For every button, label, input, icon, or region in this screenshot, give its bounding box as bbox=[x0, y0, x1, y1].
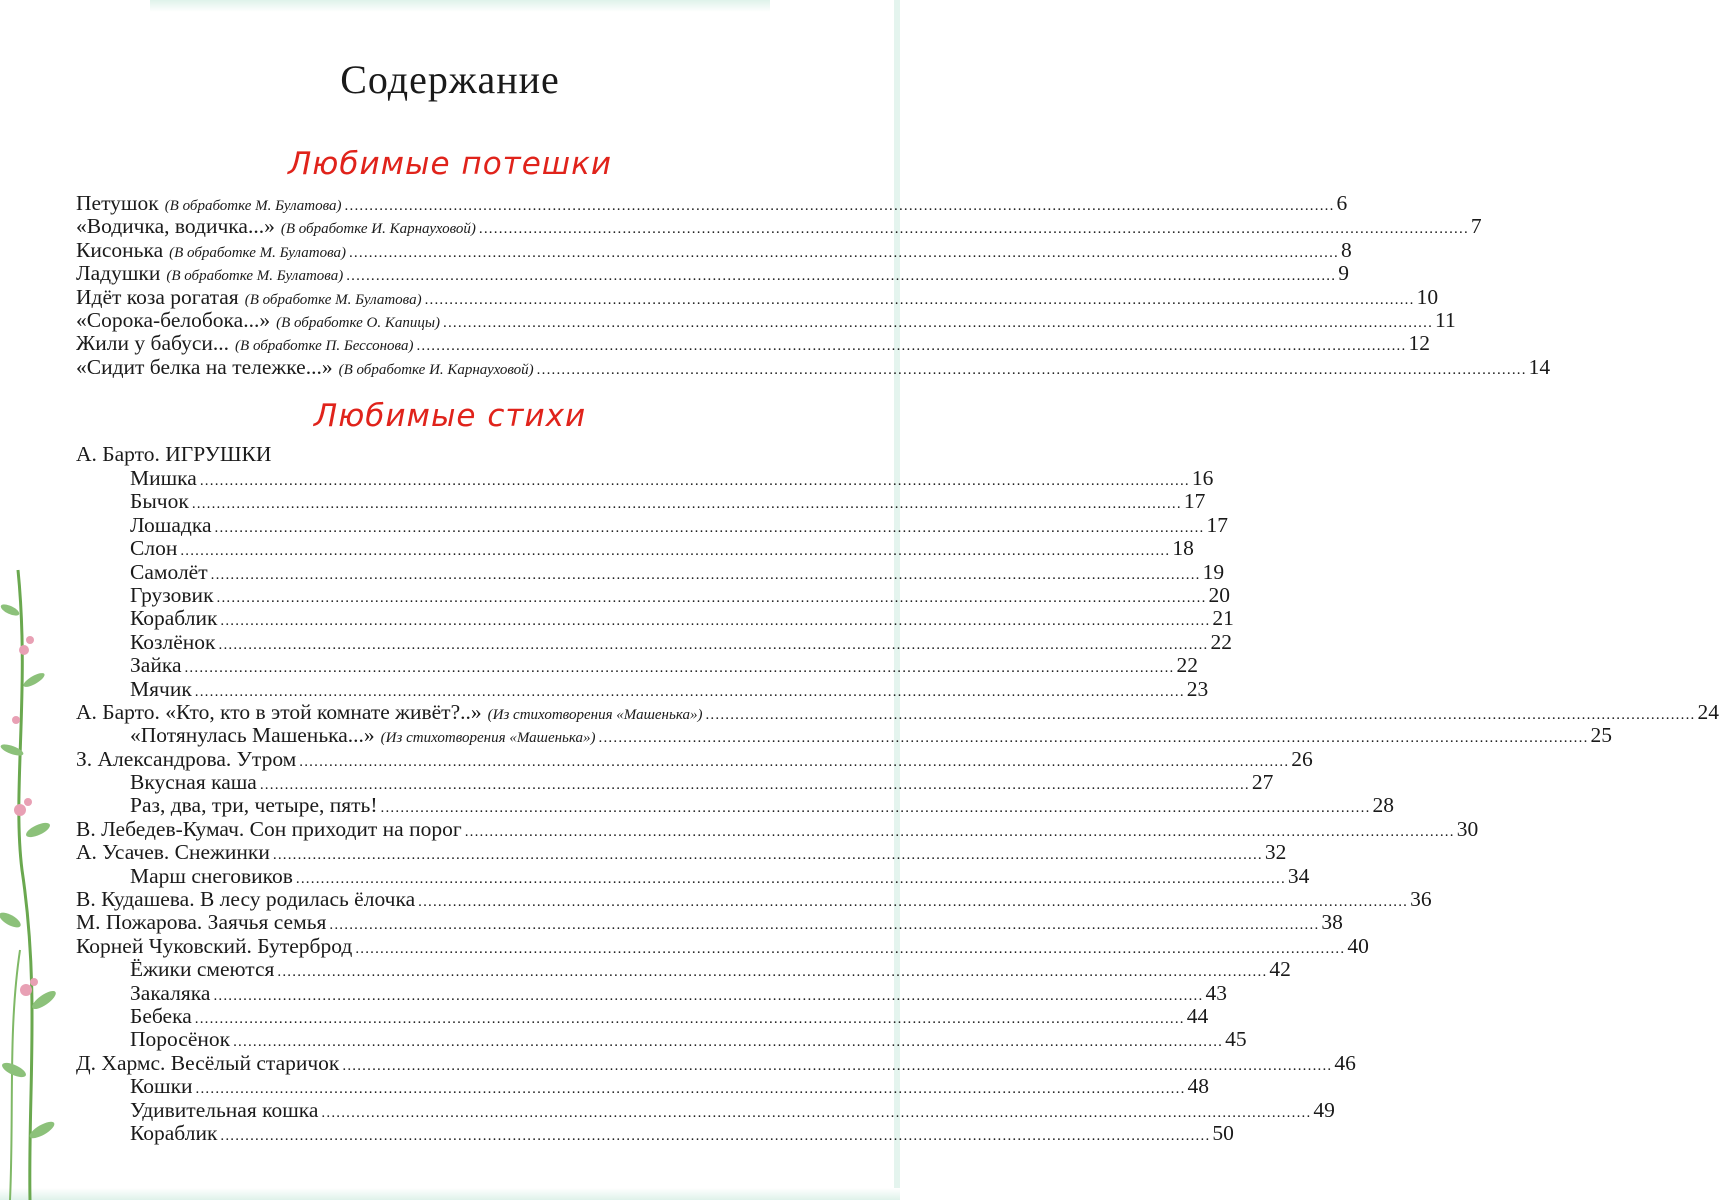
dot-leader: ........................................................................................................................................................................................................ bbox=[705, 706, 1696, 723]
dot-leader: ........................................................................................................................................................................................................ bbox=[299, 753, 1290, 770]
toc-entry-note: (В обработке М. Булатова) bbox=[244, 291, 422, 308]
toc-entry-title: А. Усачев. Снежинки bbox=[76, 840, 270, 865]
toc-entry bbox=[0, 582, 1231, 607]
toc-entry-page-number: 26 bbox=[1291, 746, 1313, 771]
toc-entry-title: В. Кудашева. В лесу родилась ёлочка bbox=[76, 887, 416, 912]
toc-entry bbox=[0, 957, 1291, 982]
toc-entry-page-number: 8 bbox=[1340, 237, 1352, 262]
toc-entry-note: (В обработке О. Капицы) bbox=[276, 314, 441, 331]
toc-entry bbox=[0, 1097, 1335, 1122]
dot-leader: ........................................................................................................................................................................................................ bbox=[344, 198, 1335, 214]
toc-entry bbox=[0, 933, 1369, 958]
toc-entry-page-number: 21 bbox=[1212, 606, 1234, 631]
dot-leader: ........................................................................................................................................................................................................ bbox=[259, 777, 1250, 794]
toc-entry-title: Кисонька bbox=[76, 237, 164, 262]
toc-entry-page-number: 17 bbox=[1183, 489, 1206, 514]
toc-list-nursery-rhymes bbox=[0, 191, 1551, 379]
toc-list-poems bbox=[0, 442, 1719, 1145]
toc-entry-page-number: 23 bbox=[1186, 676, 1209, 701]
toc-entry-title: М. Пожарова. Заячья семья bbox=[76, 910, 327, 935]
toc-entry-title: Лошадка bbox=[130, 512, 212, 537]
toc-entry bbox=[0, 1050, 1356, 1075]
toc-entry-page-number: 11 bbox=[1435, 307, 1456, 332]
toc-entry bbox=[0, 331, 1430, 356]
toc-entry-page-number: 6 bbox=[1336, 191, 1348, 215]
toc-entry bbox=[0, 1003, 1209, 1028]
toc-entry-page-number: 45 bbox=[1225, 1027, 1247, 1052]
toc-entry-title: «Сидит белка на тележке...» bbox=[76, 354, 333, 379]
toc-entry-title: Кораблик bbox=[130, 606, 218, 631]
dot-leader: ........................................................................................................................................................................................................ bbox=[443, 314, 1434, 331]
toc-entry bbox=[0, 887, 1432, 912]
toc-entry-page-number: 22 bbox=[1176, 653, 1198, 678]
toc-entry-title: Д. Хармс. Весёлый старичок bbox=[76, 1050, 340, 1075]
dot-leader: ........................................................................................................................................................................................................ bbox=[191, 496, 1182, 513]
toc-entry-title: Марш снеговиков bbox=[130, 863, 293, 888]
dot-leader: ........................................................................................................................................................................................................ bbox=[329, 917, 1320, 934]
toc-entry-title: Зайка bbox=[130, 653, 182, 678]
toc-entry bbox=[0, 536, 1194, 561]
toc-entry-page-number: 46 bbox=[1334, 1050, 1356, 1075]
toc-entry-page-number: 18 bbox=[1172, 536, 1194, 561]
toc-entry bbox=[0, 629, 1232, 654]
dot-leader: ........................................................................................................................................................................................................ bbox=[216, 589, 1207, 606]
dot-leader: ........................................................................................................................................................................................................ bbox=[180, 543, 1171, 560]
toc-entry-page-number: 10 bbox=[1416, 284, 1439, 309]
dot-leader: ........................................................................................................................................................................................................ bbox=[342, 1057, 1333, 1074]
toc-entry-note: (В обработке П. Бессонова) bbox=[235, 338, 414, 355]
page-frame-top bbox=[150, 0, 770, 12]
toc-entry bbox=[0, 793, 1395, 818]
section-title-poems: Любимые стихи bbox=[313, 398, 587, 434]
toc-entry-page-number: 22 bbox=[1210, 629, 1232, 654]
toc-entry-title: Мишка bbox=[130, 466, 197, 490]
toc-entry-title: Самолёт bbox=[130, 559, 208, 584]
toc-entry-page-number: 28 bbox=[1372, 793, 1395, 818]
toc-entry-page-number: 14 bbox=[1528, 354, 1551, 379]
toc-entry-page-number: 43 bbox=[1205, 980, 1227, 1005]
dot-leader: ........................................................................................................................................................................................................ bbox=[598, 730, 1589, 747]
toc-entry bbox=[0, 466, 1214, 490]
toc-entry bbox=[0, 261, 1349, 286]
toc-entry-page-number: 7 bbox=[1470, 214, 1482, 239]
toc-entry bbox=[0, 512, 1228, 537]
dot-leader: ........................................................................................................................................................................................................ bbox=[536, 361, 1527, 378]
toc-entry-title: Закаляка bbox=[130, 980, 211, 1005]
toc-entry bbox=[0, 770, 1274, 795]
dot-leader: ........................................................................................................................................................................................................ bbox=[346, 268, 1337, 285]
dot-leader: ........................................................................................................................................................................................................ bbox=[416, 338, 1407, 355]
page-title: Содержание bbox=[340, 57, 560, 102]
toc-entry-page-number: 16 bbox=[1191, 466, 1214, 490]
toc-entry-title: «Водичка, водичка...» bbox=[76, 214, 275, 239]
toc-entry-title: Раз, два, три, четыре, пять! bbox=[130, 793, 378, 818]
toc-entry-note: (В обработке М. Булатова) bbox=[164, 198, 342, 214]
toc-entry bbox=[0, 307, 1456, 332]
dot-leader: ........................................................................................................................................................................................................ bbox=[424, 291, 1415, 308]
toc-entry-page-number: 49 bbox=[1313, 1097, 1335, 1122]
toc-entry-title: Петушок bbox=[76, 191, 159, 215]
toc-entry-title: Корней Чуковский. Бутерброд bbox=[76, 933, 353, 958]
dot-leader: ........................................................................................................................................................................................................ bbox=[194, 1010, 1185, 1027]
toc-entry-title: Бебека bbox=[130, 1003, 192, 1028]
dot-leader: ........................................................................................................................................................................................................ bbox=[418, 894, 1409, 911]
dot-leader: ........................................................................................................................................................................................................ bbox=[214, 519, 1205, 536]
dot-leader: ........................................................................................................................................................................................................ bbox=[195, 1081, 1186, 1098]
toc-entry bbox=[0, 559, 1225, 584]
toc-entry bbox=[0, 214, 1482, 239]
toc-entry-note: (В обработке М. Булатова) bbox=[166, 268, 344, 285]
toc-entry-page-number: 12 bbox=[1408, 331, 1430, 356]
toc-entry-title: Слон bbox=[130, 536, 178, 561]
toc-entry-title: Вкусная каша bbox=[130, 770, 257, 795]
toc-entry-title: Грузовик bbox=[130, 582, 214, 607]
toc-entry bbox=[0, 863, 1310, 888]
toc-heading-text: А. Барто. ИГРУШКИ bbox=[76, 442, 272, 466]
toc-entry-title: А. Барто. «Кто, кто в этой комнате живёт?..» bbox=[76, 699, 482, 724]
dot-leader: ........................................................................................................................................................................................................ bbox=[210, 566, 1201, 583]
toc-entry bbox=[0, 1120, 1234, 1145]
toc-entry bbox=[0, 606, 1234, 631]
toc-entry-title: В. Лебедев-Кумач. Сон приходит на порог bbox=[76, 816, 462, 841]
toc-entry-title: Ёжики смеются bbox=[130, 957, 275, 982]
toc-entry bbox=[0, 723, 1613, 748]
dot-leader: ........................................................................................................................................................................................................ bbox=[184, 660, 1175, 677]
toc-entry-title: Кораблик bbox=[130, 1120, 218, 1145]
dot-leader: ........................................................................................................................................................................................................ bbox=[213, 987, 1204, 1004]
toc-entry bbox=[0, 489, 1206, 514]
toc-entry bbox=[0, 746, 1313, 771]
dot-leader: ........................................................................................................................................................................................................ bbox=[348, 244, 1339, 261]
dot-leader: ........................................................................................................................................................................................................ bbox=[478, 221, 1469, 238]
dot-leader: ........................................................................................................................................................................................................ bbox=[321, 1104, 1312, 1121]
toc-entry bbox=[0, 237, 1352, 262]
toc-entry bbox=[0, 191, 1348, 215]
toc-entry bbox=[0, 840, 1287, 865]
dot-leader: ........................................................................................................................................................................................................ bbox=[295, 870, 1286, 887]
toc-entry-title: Козлёнок bbox=[130, 629, 216, 654]
toc-entry-page-number: 38 bbox=[1321, 910, 1343, 935]
toc-entry-title: Жили у бабуси... bbox=[76, 331, 230, 356]
toc-entry-page-number: 19 bbox=[1202, 559, 1225, 584]
dot-leader: ........................................................................................................................................................................................................ bbox=[199, 473, 1190, 489]
section-title-nursery-rhymes: Любимые потешки bbox=[287, 146, 613, 182]
toc-entry-title: Бычок bbox=[130, 489, 189, 514]
dot-leader: ........................................................................................................................................................................................................ bbox=[355, 940, 1346, 957]
toc-entry-page-number: 27 bbox=[1251, 770, 1274, 795]
toc-entry-page-number: 40 bbox=[1347, 933, 1369, 958]
toc-entry-note: (В обработке М. Булатова) bbox=[169, 244, 346, 261]
dot-leader: ........................................................................................................................................................................................................ bbox=[218, 636, 1209, 653]
toc-heading bbox=[0, 442, 900, 467]
toc-entry-title: З. Александрова. Утром bbox=[76, 746, 297, 771]
toc-entry-page-number: 24 bbox=[1697, 699, 1719, 724]
toc-entry-note: (В обработке И. Карнауховой) bbox=[338, 361, 534, 378]
toc-entry-page-number: 34 bbox=[1287, 863, 1310, 888]
dot-leader: ........................................................................................................................................................................................................ bbox=[380, 800, 1371, 817]
toc-entry-note: (В обработке И. Карнауховой) bbox=[280, 221, 476, 238]
toc-entry-page-number: 48 bbox=[1187, 1074, 1210, 1099]
dot-leader: ........................................................................................................................................................................................................ bbox=[277, 964, 1268, 981]
toc-entry bbox=[0, 1074, 1210, 1099]
toc-entry-page-number: 36 bbox=[1410, 887, 1432, 912]
toc-entry bbox=[0, 699, 1719, 724]
toc-entry-note: (Из стихотворения «Машенька») bbox=[487, 706, 703, 723]
dot-leader: ........................................................................................................................................................................................................ bbox=[464, 823, 1455, 840]
toc-entry-note: (Из стихотворения «Машенька») bbox=[380, 730, 596, 747]
toc-entry bbox=[0, 676, 1209, 701]
dot-leader: ........................................................................................................................................................................................................ bbox=[233, 1034, 1224, 1051]
toc-entry-title: «Сорока-белобока...» bbox=[76, 307, 271, 332]
toc-entry bbox=[0, 354, 1551, 379]
toc-entry bbox=[0, 816, 1479, 841]
page-frame-bottom bbox=[0, 1188, 900, 1200]
toc-entry-page-number: 25 bbox=[1590, 723, 1613, 748]
toc-entry-page-number: 9 bbox=[1338, 261, 1349, 286]
toc-entry-title: Кошки bbox=[130, 1074, 193, 1099]
toc-entry-page-number: 50 bbox=[1212, 1120, 1234, 1145]
toc-entry-page-number: 42 bbox=[1269, 957, 1291, 982]
toc-entry-title: Мячик bbox=[130, 676, 192, 701]
toc-entry-title: Удивительная кошка bbox=[130, 1097, 319, 1122]
toc-entry-page-number: 17 bbox=[1206, 512, 1228, 537]
toc-entry-page-number: 30 bbox=[1456, 816, 1479, 841]
toc-entry-title: Идёт коза рогатая bbox=[76, 284, 239, 309]
toc-entry bbox=[0, 1027, 1247, 1052]
toc-entry-page-number: 20 bbox=[1208, 582, 1231, 607]
toc-entry-title: Поросёнок bbox=[130, 1027, 231, 1052]
toc-entry-title: «Потянулась Машенька...» bbox=[130, 723, 375, 748]
toc-entry-page-number: 44 bbox=[1186, 1003, 1209, 1028]
toc-entry-title: Ладушки bbox=[76, 261, 161, 286]
toc-entry bbox=[0, 980, 1227, 1005]
dot-leader: ........................................................................................................................................................................................................ bbox=[194, 683, 1185, 700]
dot-leader: ........................................................................................................................................................................................................ bbox=[272, 847, 1263, 864]
toc-entry bbox=[0, 284, 1439, 309]
dot-leader: ........................................................................................................................................................................................................ bbox=[220, 613, 1211, 630]
dot-leader: ........................................................................................................................................................................................................ bbox=[220, 1127, 1211, 1144]
toc-entry-page-number: 32 bbox=[1264, 840, 1287, 865]
toc-entry bbox=[0, 910, 1343, 935]
toc-entry bbox=[0, 653, 1198, 678]
